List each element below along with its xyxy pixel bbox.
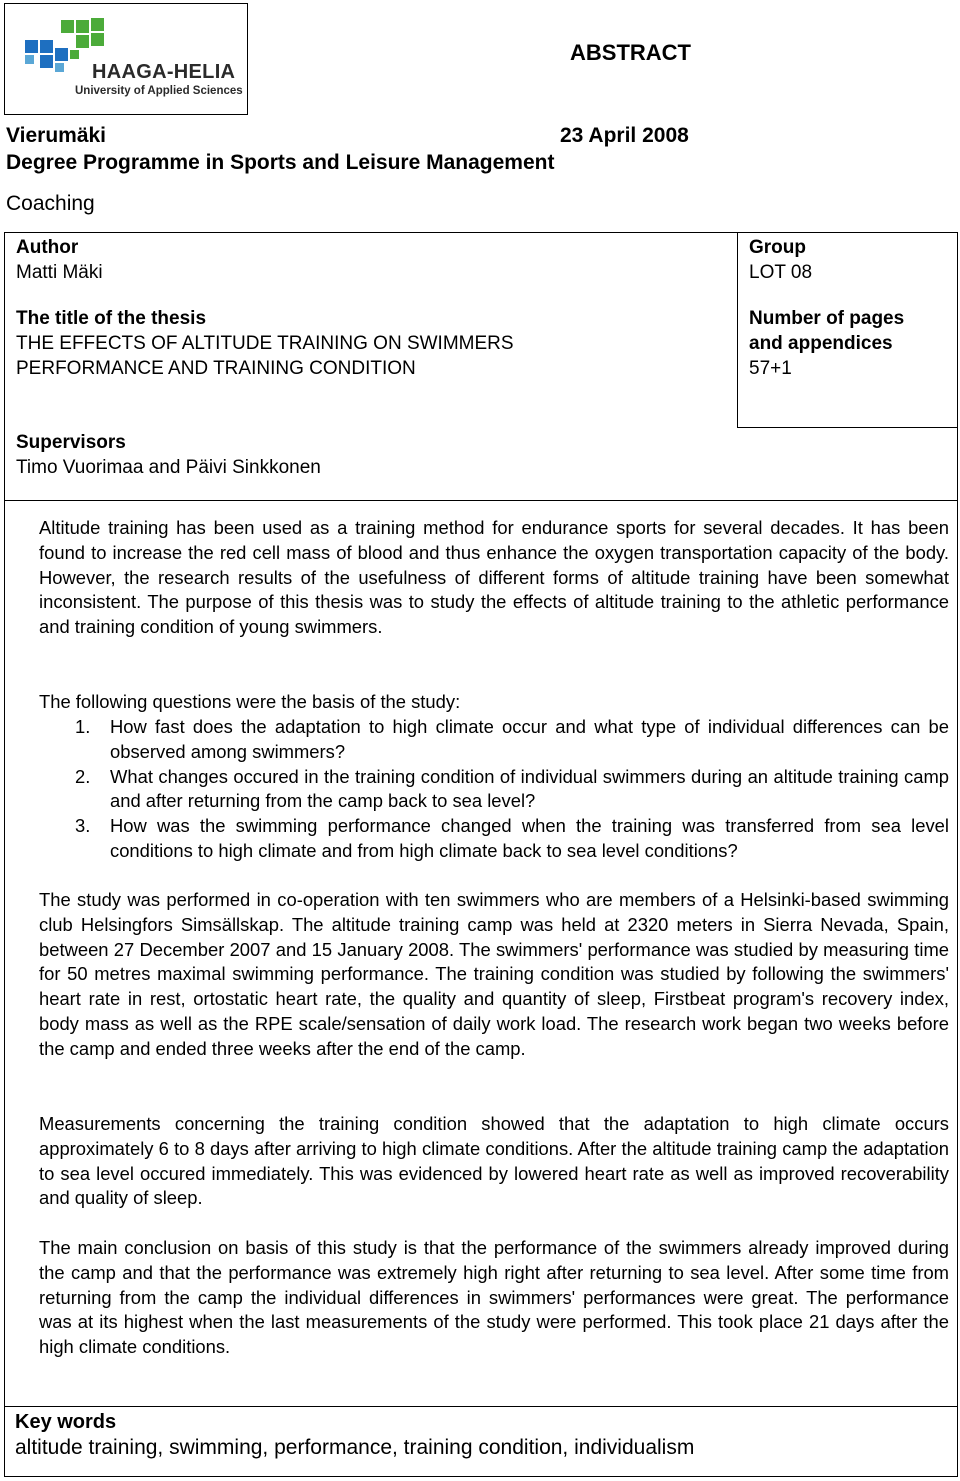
degree-programme: Degree Programme in Sports and Leisure Management [6,151,555,174]
list-item [39,814,949,864]
date: 23 April 2008 [560,124,689,147]
group-field [749,235,812,285]
group-label: Group [749,237,806,258]
questions-intro [39,690,949,715]
list-item [39,715,949,765]
question-number: 2. [75,765,91,787]
question-text: What changes occured in the training condition of individual swimmers during an altitude training camp and after returning from the camp back to sea level? [110,765,949,812]
keywords-label: Key words [15,1411,117,1433]
author-field [16,235,103,285]
abstract-paragraph-2 [39,888,949,1062]
question-text: How was the swimming performance changed when the training was transferred from sea level conditions to high climate and from high climate back to sea level conditions? [110,815,949,861]
author-label: Author [16,237,79,258]
supervisors-label: Supervisors [16,432,126,453]
paragraph-text: The study was performed in co-operation with ten swimmers who are members of a Helsinki-based swimming club Helsingfors Simsällskap. The altitude training camp was held at 2320 meters in Sierra Nevada, Spain, between 27 December 2007 and 15 January 2008. The swimmers' performance was studied by measuring time for 50 metres maximal swimming performance. The training condition was studied by following the swimmers' heart rate in rest, ortostatic heart rate, the quality and quantity of sleep, Firstbeat program's recovery index, body mass as well as the RPE scale/sensation of daily work load. The research work began two weeks before the camp and ended three weeks after the end of the camp. [39,889,949,1059]
abstract-paragraph-1 [39,516,949,640]
logo-subtitle: University of Applied Sciences [75,85,243,97]
paragraph-text: Altitude training has been used as a training method for endurance sports for several decades. It has been found to increase the red cell mass of blood and thus enhance the oxygen transportation capacity of the body. However, the research results of the usefulness of different forms of altitude training have been somewhat inconsistent. The purpose of this thesis was to study the effects of altitude training to the athletic performance and training condition of young swimmers. [39,517,949,638]
divider-supervisors [4,500,958,501]
paragraph-text: Measurements concerning the training condition showed that the adaptation to high climate occurs approximately 6 to 8 days after arriving to high climate conditions. After the altitude training camp the adaptation to sea level occured immediately. This was evidenced by lowered heart rate as well as improved recoverability and quality of sleep. [39,1113,949,1209]
thesis-title-line-2: PERFORMANCE AND TRAINING CONDITION [16,358,416,379]
thesis-title-line-1: THE EFFECTS OF ALTITUDE TRAINING ON SWIMMERS [16,333,514,354]
logo-name: HAAGA-HELIA [92,61,236,83]
thesis-title-field [16,306,514,381]
paragraph-text: The main conclusion on basis of this study is that the performance of the swimmers already improved during the camp and that the performance was extremely high right after returning to sea level. After some time from returning from the camp the individual differences in swimmers' performances were great. The performance was at its highest when the last measurements of the study were performed. This took place 21 days after the high climate conditions. [39,1237,949,1358]
abstract-title: ABSTRACT [570,40,691,65]
supervisors-field [16,430,321,480]
question-number: 3. [75,815,91,837]
author-value: Matti Mäki [16,262,103,283]
pages-value: 57+1 [749,358,792,379]
thesis-title-label: The title of the thesis [16,308,207,329]
keywords-value: altitude training, swimming, performance, training condition, individualism [15,1436,695,1459]
campus: Vierumäki [6,124,107,147]
group-value: LOT 08 [749,262,813,283]
pages-field [749,306,904,381]
abstract-paragraph-4 [39,1236,949,1360]
question-text: How fast does the adaptation to high climate occur and what type of individual differences can be observed among swimmers? [110,716,949,762]
pages-label-line-1: Number of pages [749,308,905,329]
divider-vertical [737,232,738,428]
pages-label-line-2: and appendices [749,333,893,354]
question-number: 1. [75,716,91,737]
supervisors-value: Timo Vuorimaa and Päivi Sinkkonen [16,457,321,478]
logo-box [4,3,248,115]
questions-list [39,715,949,864]
list-item [39,765,949,815]
abstract-paragraph-3 [39,1112,949,1211]
orientation: Coaching [6,192,95,215]
questions-intro-text: The following questions were the basis of the study: [39,691,461,712]
divider-right-cell [737,427,958,428]
